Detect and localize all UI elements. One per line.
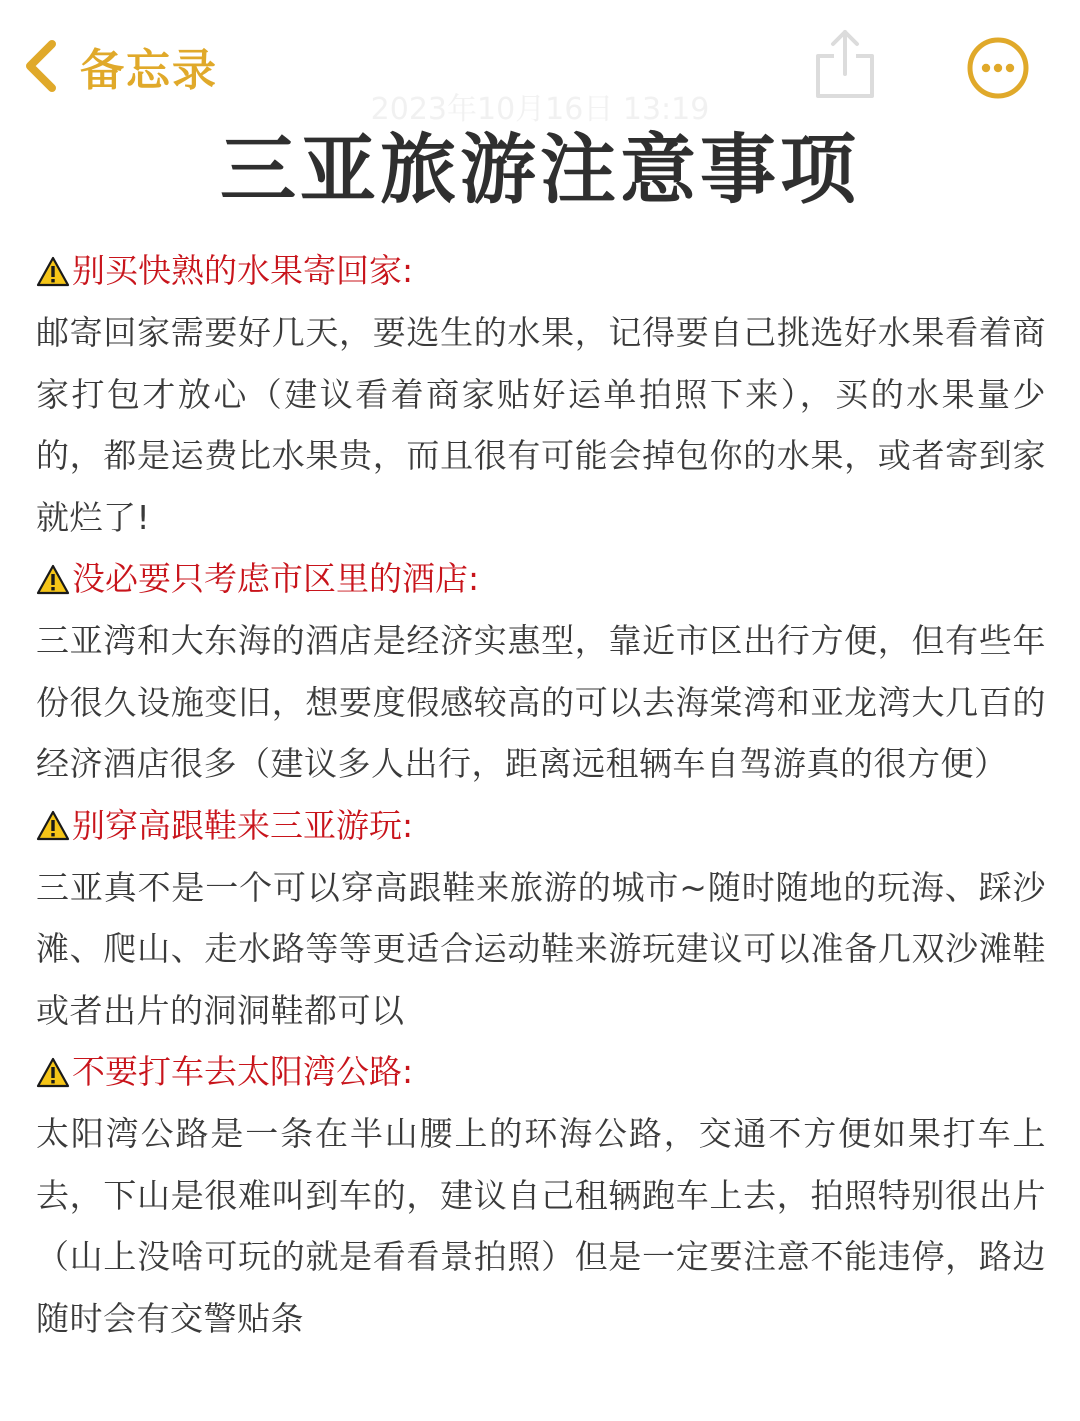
- section-heading: [36, 548, 1046, 610]
- section-heading-text: 没必要只考虑市区里的酒店:: [72, 559, 480, 598]
- warning-icon: [36, 256, 70, 287]
- section-heading: [36, 1041, 1046, 1103]
- note-title: 三亚旅游注意事项: [220, 125, 860, 214]
- note-section: [36, 548, 1046, 795]
- section-body-text: 三亚真不是一个可以穿高跟鞋来旅游的城市~随时随地的玩海、踩沙滩、爬山、走水路等等更适合运动鞋来游玩建议可以准备几双沙滩鞋或者出片的洞洞鞋都可以: [36, 867, 1046, 1030]
- warning-icon: [36, 1057, 70, 1088]
- note-section: [36, 240, 1046, 548]
- section-heading: [36, 240, 1046, 302]
- note-section: [36, 1041, 1046, 1349]
- section-heading-text: 不要打车去太阳湾公路:: [72, 1052, 414, 1091]
- section-heading-text: 别穿高跟鞋来三亚游玩:: [72, 805, 414, 845]
- section-body-text: 三亚湾和大东海的酒店是经济实惠型，靠近市区出行方便，但有些年份很久设施变旧，想要度假感较高的可以去海棠湾和亚龙湾大几百的经济酒店很多（建议多人出行，距离远租辆车自驾游真的很方便）: [36, 621, 1046, 783]
- note-timestamp: 2023年10月16日 13:19: [370, 92, 710, 127]
- note-section: [36, 795, 1046, 1042]
- section-heading-text: 别买快熟的水果寄回家:: [72, 251, 414, 290]
- section-body-text: 太阳湾公路是一条在半山腰上的环海公路，交通不方便如果打车上去，下山是很难叫到车的，建议自己租辆跑车上去，拍照特别很出片（山上没啥可玩的就是看看景拍照）但是一定要注意不能违停，路边随时会有交警贴条: [36, 1114, 1046, 1338]
- warning-icon: [36, 564, 70, 595]
- back-label: 备忘录: [80, 45, 218, 96]
- warning-icon: [36, 810, 70, 841]
- section-heading: [36, 795, 1046, 857]
- section-body-text: 邮寄回家需要好几天，要选生的水果，记得要自己挑选好水果看着商家打包才放心（建议看着商家贴好运单拍照下来），买的水果量少的，都是运费比水果贵，而且很有可能会掉包你的水果，或者寄到家就烂了!: [36, 313, 1046, 537]
- note-body: [36, 240, 1046, 1349]
